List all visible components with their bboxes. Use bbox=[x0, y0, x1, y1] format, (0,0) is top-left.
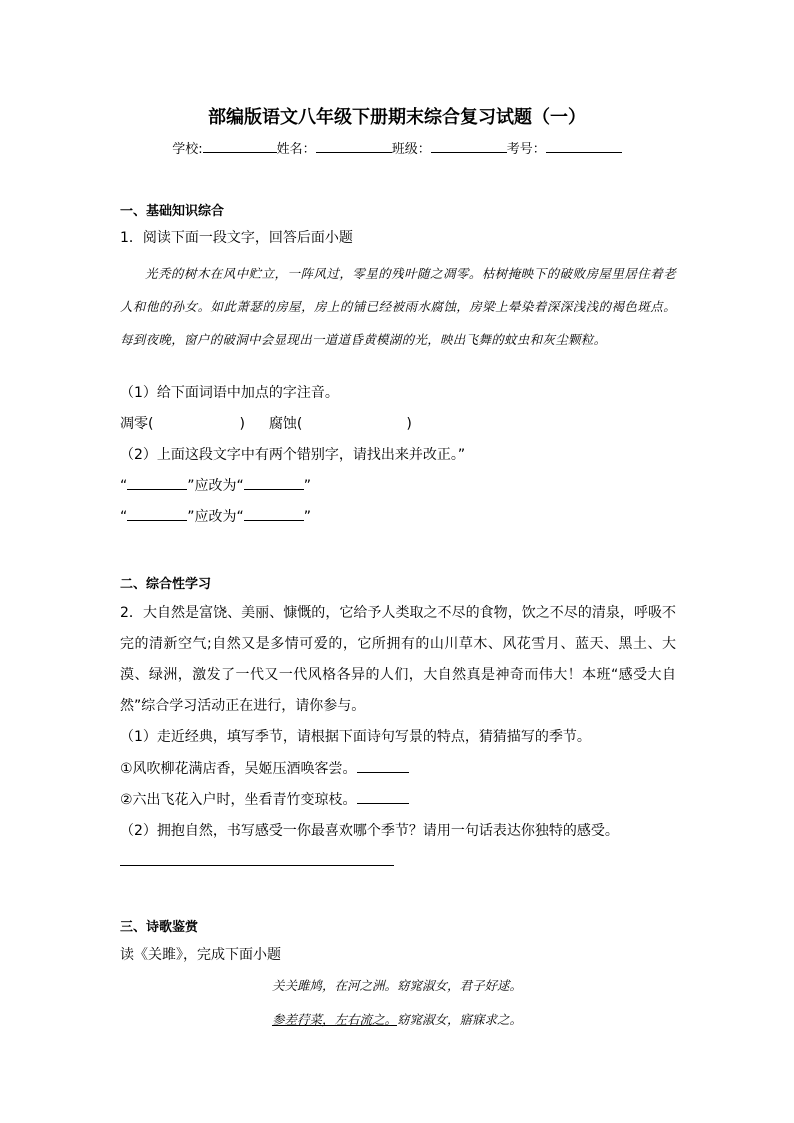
question-1-sub-1: （1）给下面词语中加点的字注音。 bbox=[120, 385, 339, 401]
correct-char-blank-2[interactable] bbox=[244, 507, 304, 521]
word-1-label: 凋零( bbox=[120, 416, 154, 432]
school-blank[interactable] bbox=[203, 139, 277, 153]
reading-passage: 光秃的树木在风中贮立，一阵风过，零星的残叶随之凋零。枯树掩映下的破败房屋里居住着老人和他的孙女。如此萧瑟的房屋，房上的铺已经被雨水腐蚀，房梁上晕染着深深浅浅的褐色斑点。每到夜晚，窗户的破洞中会显现出一道道昏黄模湖的光，映出飞舞的蚊虫和灰尘颗粒。 bbox=[120, 266, 676, 347]
class-label: 班级： bbox=[391, 142, 431, 157]
student-info-line bbox=[0, 138, 794, 157]
word-1-close: ) bbox=[239, 416, 245, 432]
correction-line-1: “ ”应改为“ ” bbox=[120, 478, 312, 494]
section-3-heading: 三、诗歌鉴赏 bbox=[120, 920, 199, 935]
question-2-sub-2: （2）拥抱自然，书写感受一你最喜欢哪个季节？请用一句话表达你独特的感受。 bbox=[120, 823, 619, 839]
school-label: 学校: bbox=[172, 142, 203, 157]
pinyin-line bbox=[120, 414, 412, 434]
exam-no-blank[interactable] bbox=[546, 139, 622, 153]
poem-line-2-underlined: 参差荇菜，左右流之。 bbox=[271, 1012, 397, 1027]
question-2-sub-1: （1）走近经典，填写季节，请根据下面诗句写景的特点，猜猜描写的季节。 bbox=[120, 729, 591, 745]
correct-char-blank-1[interactable] bbox=[244, 476, 304, 490]
poem-line-2-rest: 窈窕淑女，寤寐求之。 bbox=[397, 1012, 523, 1027]
poem-item-2: ②六出飞花入户时，坐看青竹变琼枝。 bbox=[120, 790, 409, 810]
poem-line-1: 关关雎鸠，在河之洲。窈窕淑女，君子好逑。 bbox=[271, 978, 522, 993]
word-2-close: ) bbox=[406, 416, 412, 432]
poem-item-1: ①风吹柳花满店香，吴姬压酒唤客尝。 bbox=[120, 759, 409, 779]
season-blank-1[interactable] bbox=[357, 759, 409, 773]
correction-line-2: “ ”应改为“ ” bbox=[120, 509, 312, 525]
name-blank[interactable] bbox=[316, 139, 392, 153]
answer-line[interactable] bbox=[120, 865, 394, 866]
page-title: 部编版语文八年级下册期末综合复习试题（一） bbox=[208, 107, 586, 128]
question-2-paragraph: 2．大自然是富饶、美丽、慷慨的，它给予人类取之不尽的食物，饮之不尽的清泉，呼吸不完的清新空气;自然又是多情可爱的，它所拥有的山川草木、风花雪月、蓝天、黑土、大漠、绿洲，激发了一代又一代风格各异的人们，大自然真是神奇而伟大！本班“感受大自然”综合学习活动正在进行，请你参与。 bbox=[120, 605, 676, 714]
class-blank[interactable] bbox=[431, 139, 507, 153]
name-label: 姓名： bbox=[276, 142, 316, 157]
section-1-heading: 一、基础知识综合 bbox=[120, 204, 225, 219]
wrong-char-blank-1[interactable] bbox=[127, 476, 187, 490]
section-2-heading: 二、综合性学习 bbox=[120, 577, 212, 592]
word-2-label: 腐蚀( bbox=[268, 416, 303, 432]
poem-line-2 bbox=[0, 1010, 794, 1028]
poem-intro: 读《关雎》，完成下面小题 bbox=[120, 947, 281, 963]
question-1-prompt: 1．阅读下面一段文字，回答后面小题 bbox=[120, 230, 353, 246]
question-1-sub-2: （2）上面这段文字中有两个错别字，请找出来并改正。” bbox=[120, 447, 466, 463]
season-blank-2[interactable] bbox=[357, 790, 409, 804]
wrong-char-blank-2[interactable] bbox=[127, 507, 187, 521]
exam-no-label: 考号： bbox=[506, 142, 546, 157]
